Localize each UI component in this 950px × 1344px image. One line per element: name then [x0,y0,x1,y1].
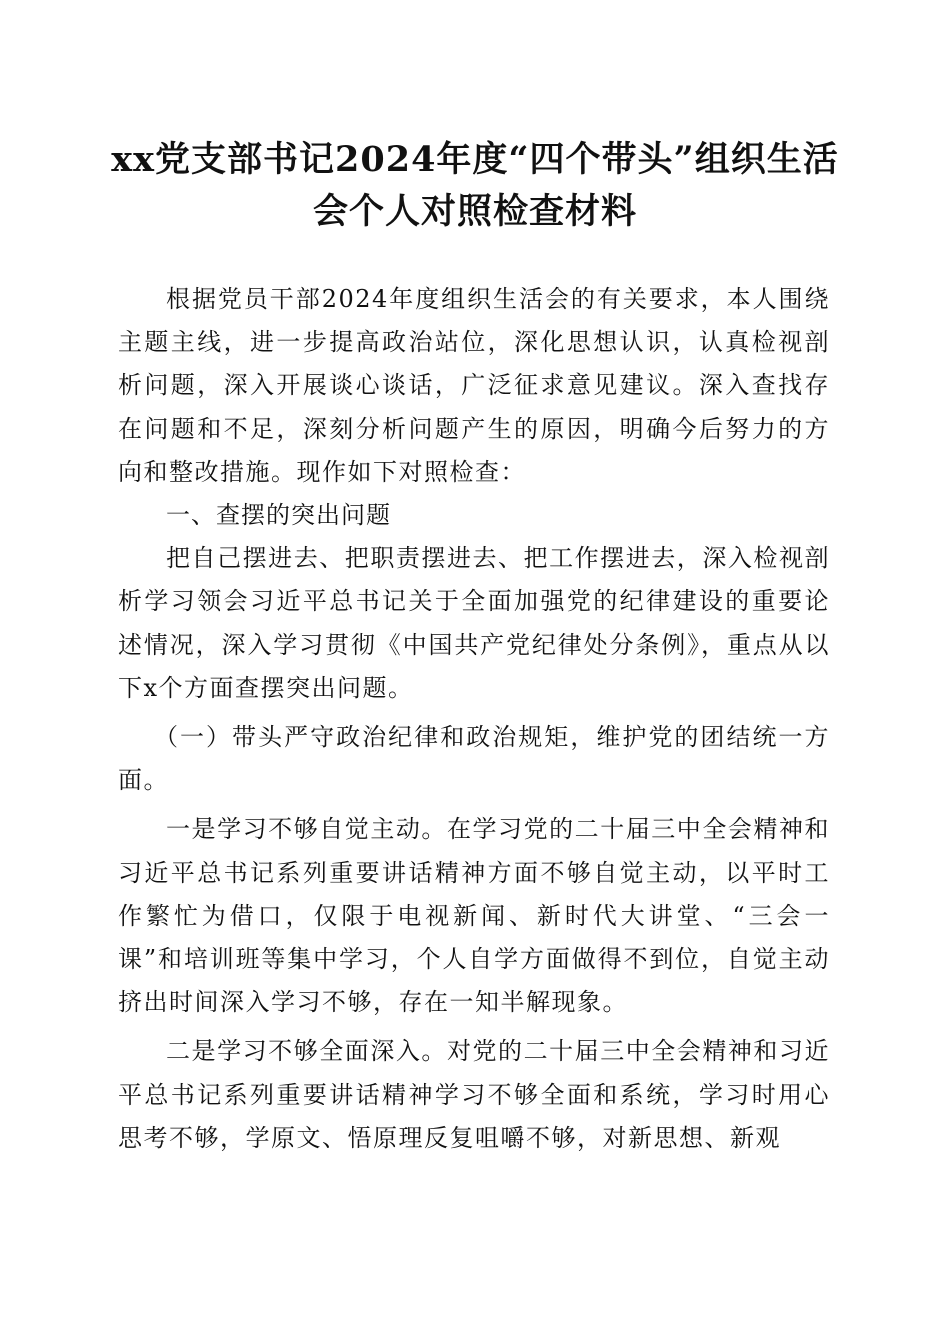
point-paragraph-2 [118,1030,830,1160]
document-body [118,278,830,1160]
point-text-1: 在学习党的二十届三中全会精神和习近平总书记系列重要讲话精神方面不够自觉主动，以平时工作繁忙为借口，仅限于电视新闻、新时代大讲堂、“三会一课”和培训班等集中学习，个人自学方面做得不到位，自觉主动挤出时间深入学习不够，存在一知半解现象。 [118,815,831,1017]
section-heading: 一、查摆的突出问题 [166,501,391,530]
point-paragraph-1 [118,808,830,1024]
section-intro-paragraph: 把自己摆进去、把职责摆进去、把工作摆进去，深入检视剖析学习领会习近平总书记关于全面加强党的纪律建设的重要论述情况，深入学习贯彻《中国共产党纪律处分条例》，重点从以下x个方面查摆突出问题。 [118,544,830,702]
point-text-2: 对党的二十届三中全会精神和习近平总书记系列重要讲话精神学习不够全面和系统，学习时用心思考不够，学原文、悟原理反复咀嚼不够，对新思想、新观 [118,1037,831,1152]
point-lead-1: 一是学习不够自觉主动。 [166,815,447,844]
subsection-heading: （一）带头严守政治纪律和政治规矩，维护党的团结统一方面。 [118,723,830,795]
intro-paragraph: 根据党员干部2024年度组织生活会的有关要求，本人围绕主题主线，进一步提高政治站位，深化思想认识，认真检视剖析问题，深入开展谈心谈话，广泛征求意见建议。深入查找存在问题和不足，深刻分析问题产生的原因，明确今后努力的方向和整改措施。现作如下对照检查： [118,285,830,486]
document-title: xx党支部书记2024年度“四个带头”组织生活会个人对照检查材料 [111,139,839,232]
point-lead-2: 二是学习不够全面深入。 [166,1037,447,1066]
